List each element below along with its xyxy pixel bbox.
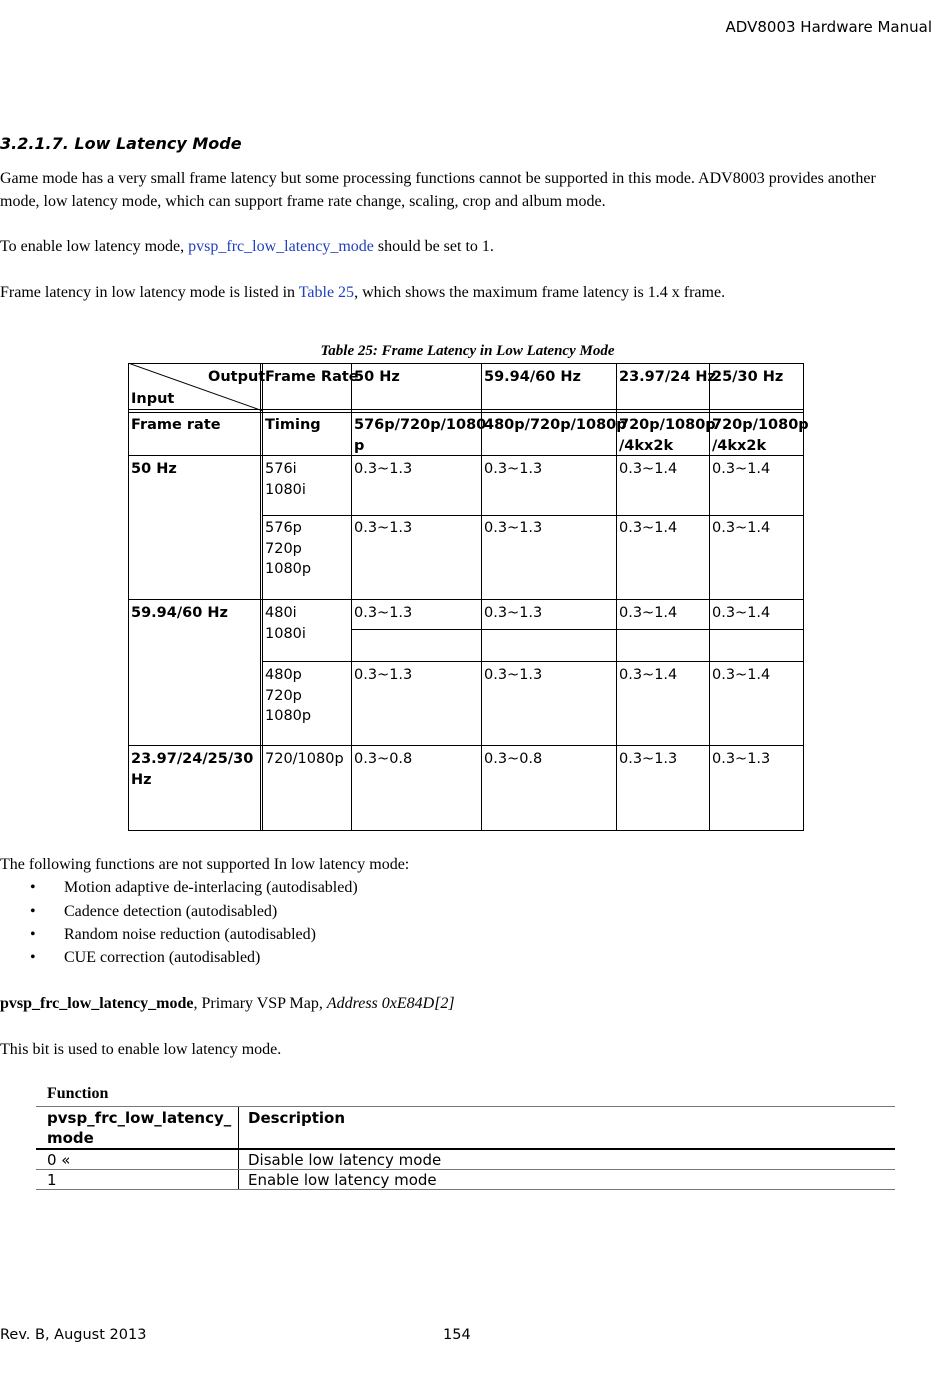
subheader-frame-rate: Frame rate: [131, 417, 221, 433]
register-link[interactable]: pvsp_frc_low_latency_mode: [188, 238, 374, 255]
subheader-60hz-formats: 480p/720p/1080p: [484, 417, 627, 433]
register-map: , Primary VSP Map,: [193, 995, 327, 1012]
latency-value: 0.3~1.4: [712, 605, 771, 621]
latency-value: 0.3~1.3: [354, 605, 413, 621]
latency-text-after: , which shows the maximum frame latency is 1.4 x frame.: [354, 284, 726, 301]
subheader-25-30hz-formats: 720p/1080p /4kx2k: [712, 417, 809, 454]
register-address: Address 0xE84D[2]: [326, 995, 455, 1012]
latency-value: 0.3~0.8: [484, 751, 543, 767]
table-link[interactable]: Table 25: [298, 284, 355, 301]
timing-cell: 576i 1080i: [265, 461, 306, 498]
group-label-50hz: 50 Hz: [131, 461, 177, 477]
group-label-24-30hz: 23.97/24/25/30 Hz: [131, 751, 254, 788]
subheader-50hz-formats: 576p/720p/1080 p: [354, 417, 487, 454]
register-name: pvsp_frc_low_latency_mode: [0, 995, 194, 1012]
function-title: Function: [47, 1085, 109, 1102]
register-description: This bit is used to enable low latency mode.: [0, 1041, 282, 1058]
section-heading: 3.2.1.7. Low Latency Mode: [0, 134, 242, 153]
header-50hz: 50 Hz: [354, 369, 400, 385]
intro-line-1: Game mode has a very small frame latency but some processing functions cannot be supported in this mode. ADV8003 provides another: [0, 170, 876, 187]
latency-value: 0.3~1.3: [484, 461, 543, 477]
latency-value: 0.3~1.4: [712, 667, 771, 683]
latency-paragraph: [0, 281, 935, 304]
enable-text-before: To enable low latency mode,: [0, 238, 189, 255]
list-item: • Motion adaptive de-interlacing (autodisabled): [30, 879, 358, 896]
footer-revision: Rev. B, August 2013: [0, 1327, 147, 1343]
function-row-value: 1: [47, 1171, 57, 1189]
intro-line-2: mode, low latency mode, which can support frame rate change, scaling, crop and album mode.: [0, 193, 606, 210]
latency-value: 0.3~1.3: [619, 751, 678, 767]
subheader-24hz-formats: 720p/1080p /4kx2k: [619, 417, 716, 454]
function-row-description: Enable low latency mode: [248, 1171, 437, 1189]
latency-text-before: Frame latency in low latency mode is listed in: [0, 284, 299, 301]
enable-paragraph: [0, 235, 935, 258]
corner-input-label: Input: [131, 391, 175, 407]
function-row-value: 0 «: [47, 1151, 71, 1169]
header-25-30hz: 25/30 Hz: [712, 369, 784, 385]
header-24hz: 23.97/24 Hz: [619, 369, 716, 385]
function-col-value-header: pvsp_frc_low_latency_ mode: [47, 1109, 232, 1147]
list-item: • Random noise reduction (autodisabled): [30, 926, 316, 943]
header-60hz: 59.94/60 Hz: [484, 369, 581, 385]
latency-value: 0.3~1.4: [712, 520, 771, 536]
latency-value: 0.3~1.4: [619, 667, 678, 683]
latency-value: 0.3~1.3: [484, 667, 543, 683]
intro-paragraph: [0, 167, 935, 213]
list-item: • Cadence detection (autodisabled): [30, 903, 278, 920]
corner-output-label: Output: [208, 369, 266, 385]
timing-cell: 480p 720p 1080p: [265, 667, 312, 724]
enable-text-after: should be set to 1.: [373, 238, 494, 255]
timing-cell: 576p 720p 1080p: [265, 520, 312, 577]
function-col-description-header: Description: [248, 1109, 346, 1127]
latency-value: 0.3~1.3: [484, 605, 543, 621]
function-row-description: Disable low latency mode: [248, 1151, 442, 1169]
latency-value: 0.3~1.3: [484, 520, 543, 536]
header-frame-rate: Frame Rate: [265, 369, 359, 385]
unsupported-intro: The following functions are not supported In low latency mode:: [0, 856, 410, 873]
document-header: ADV8003 Hardware Manual: [725, 18, 932, 36]
latency-value: 0.3~1.4: [619, 520, 678, 536]
latency-value: 0.3~1.3: [712, 751, 771, 767]
latency-value: 0.3~1.3: [354, 520, 413, 536]
latency-value: 0.3~1.3: [354, 461, 413, 477]
footer-page-number: 154: [443, 1327, 471, 1343]
timing-cell: 480i 1080i: [265, 605, 306, 642]
timing-cell: 720/1080p: [265, 751, 344, 767]
latency-value: 0.3~1.3: [354, 667, 413, 683]
subheader-timing: Timing: [265, 417, 321, 433]
list-item: • CUE correction (autodisabled): [30, 949, 261, 966]
register-line: [0, 992, 935, 1015]
latency-value: 0.3~0.8: [354, 751, 413, 767]
group-label-60hz: 59.94/60 Hz: [131, 605, 228, 621]
table-caption: Table 25: Frame Latency in Low Latency Mode: [320, 343, 615, 359]
latency-value: 0.3~1.4: [619, 605, 678, 621]
latency-value: 0.3~1.4: [712, 461, 771, 477]
latency-value: 0.3~1.4: [619, 461, 678, 477]
